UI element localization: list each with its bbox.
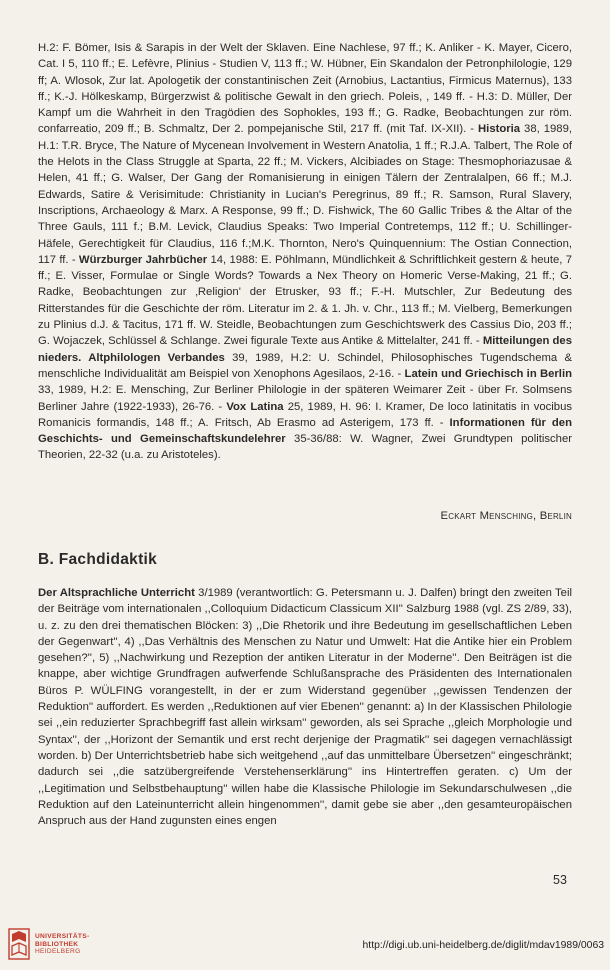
fachdidaktik-paragraph (38, 585, 572, 829)
journal-title-historia: Historia (478, 123, 521, 136)
text-run: 14, 1988: E. Pöhlmann, Mündlichkeit & Schriftlichkeit gestern & heute, 7 ff.; E. Visser, Formulae or Single Words? Towards a Nex Theory on Homeric Verse-Making, 21 ff.; G. Radke, Beobachtungen zur ‚Religion' der Etrusker, 93 ff.; F.-H. Mutschler, Zur Bedeutung des Ritterstandes für die Geschichte der röm. Literatur im 2. & 1. Jh. v. Chr., 113 ff.; M. Vielberg, Bemerkungen zu Plinius d.J. & Tacitus, 171 ff. W. Steidle, Beobachtungen zum Geschichtswerk des Cassius Dio, 203 ff.; G. Wojaczek, Schlüssel & Schlange. Zwei figurale Texte aus Antike & Mittelalter, 241 ff. - (38, 253, 572, 348)
text-run: 35-36/88: W. Wagner, Zwei Grundtypen politischer Theorien, 22-32 (u.a. zu Aristoteles). (38, 433, 573, 462)
library-crest-icon (8, 928, 30, 960)
text-run: 3/1989 (verantwortlich: G. Petersmann u. J. Dalfen) bringt den zweiten Teil der Beiträge vom internationalen ,,Colloquium Didacticum Classicum XII'' Salzburg 1988 (vgl. ZS 2/89, 33), u. z. zu den drei thematischen Blöcken: 3) ,,Die Rhetorik und ihre Bedeutung im gesellschaftlichen Leben der Gegenwart'', 4) ,,Das Verhältnis des Menschen zu Natur und Umwelt: Hat die Antike hier ein Problem gesehen?'', 5) ,,Nachwirkung und Rezeption der antiken Literatur in der Moderne''. Den Beiträgen ist die knappe, aber wichtige Grundfragen aufwerfende Schlußansprache des Präsidenten des Internationalen Büros P. WÜLFING vorangestellt, in der er zum Widerstand gegenüber ,,gewissen Tendenzen der Reduktion'' auffordert. Es werden ,,Reduktionen auf vier Ebenen'' genannt: a) In der Klassischen Philologie sei ,,ein reduzierter Sprachbegriff fast allein wirksam'' geworden, als sei Sprache ,,gleich Morphologie und Syntax'', der ,,Horizont der Semantik und erst recht derjenige der Pragmatik'' sei dagegen vernachlässigt worden. b) Der Unterrichtsbetrieb habe sich weitgehend ,,auf das unmittelbare Übersetzen'' eingeschränkt; dadurch sei ,,die satzübergreifende Verstehenserklärung'' ins Hintertreffen geraten. c) Um der ,,Legitimation und Selbstbehauptung'' willen habe die Klassische Philologie im Sekundarschulwesen ,,die Reduktion auf den Lateinunterricht allein hingenommen'', damit gebe sie aber ,,den gesamteuropäischen Anspruch aus der Hand zugunsten eines engen (38, 587, 572, 828)
signature-text: Eckart Mensching, Berlin (440, 510, 572, 522)
author-signature (38, 508, 572, 524)
text-run: H.2: F. Bömer, Isis & Sarapis in der Welt der Sklaven. Eine Nachlese, 97 ff.; K. Anliker - K. Mayer, Cicero, Cat. I 5, 110 ff.; E. Lefèvre, Plinius - Studien V, 113 ff.; W. Hübner, Ein Skandalon der Petronphilologie, 129 ff; A. Wlosok, Zur lat. Apologetik der constantinischen Zeit (Arnobius, Lactantius, Firmicus Maternus), 133 ff.; K.-J. Hölkeskamp, Bürgerzwist & politische Gewalt in den griech. Poleis, , 149 ff. - H.3: D. Müller, Der Kampf um die Wahrheit in den Tragödien des Sophokles, 193 ff.; G. Radke, Beobachtungen zur röm. confarreatio, 209 ff.; B. Schmaltz, Der 2. pompejanische Stil, 217 ff. (mit Taf. IX-XII). - (38, 42, 572, 136)
text-run: 39, 1989, H.2: U. Schindel, Philosophisches Tugendschema & menschliche Individualität am Beispiel von Xenophons Agesilaos, 2-16. - (38, 351, 572, 380)
digital-source-url[interactable]: http://digi.ub.uni-heidelberg.de/diglit/mdav1989/0063 (362, 940, 604, 951)
journal-title-vox-latina: Vox Latina (226, 400, 284, 413)
library-name-line-3: HEIDELBERG (35, 948, 81, 956)
library-logo[interactable] (8, 928, 128, 960)
journal-title-mitteilungen: Mitteilungen des nieders. Altphilologen Verbandes (38, 335, 573, 364)
bibliography-block (38, 40, 572, 464)
library-name-line-2: BIBLIOTHEK (35, 940, 79, 948)
page-number: 53 (553, 873, 567, 887)
text-run: 38, 1989, H.1: T.R. Bryce, The Nature of Mycenean Involvement in Western Anatolia, 1 ff.; R.J.A. Talbert, The Role of the Helots in the Class Struggle at Sparta, 22 ff.; M. Vickers, Alcibiades on Stage: Thesmophoriazusae & Helen, 41 ff.; G. Walser, Der Gang der Romanisierung in einigen Tälern der Zentralalpen, 66 ff.; M.J. Edwards, Satire & Verisimitude: Christianity in Lucian's Peregrinus, 89 ff.; R. Samson, Rural Slavery, Inscriptions, Archaeology & Marx. A Response, 99 ff.; D. Fishwick, The 60 Gallic Tribes & the Altar of the Three Gauls, 111 f.; B.M. Levick, Claudius Speaks: Two Imperial Contretemps, 112 ff.; U. Schillinger-Häfele, Gerechtigkeit für Claudius, 116 f.;M.K. Thornton, Nero's Quinquennium: The Ostian Connection, 117 ff. - (38, 123, 572, 266)
journal-title-informationen: Informationen für den Geschichts- und Gemeinschaftskundelehrer (38, 416, 572, 446)
bibliography-paragraph (38, 40, 572, 464)
library-name-line-1: UNIVERSITÄTS- (35, 933, 90, 940)
library-name (35, 933, 89, 956)
journal-title-wuerzburger: Würzburger Jahrbücher (78, 253, 208, 266)
journal-title-latein-griechisch: Latein und Griechisch in Berlin (404, 367, 572, 380)
text-run: 25, 1989, H. 96: I. Kramer, De loco latinitatis in vocibus Romanicis formandis, 148 ff.; A. Fritsch, Ab Erasmo ad Asterigem, 173 ff. - (38, 400, 573, 429)
text-run: 33, 1989, H.2: E. Mensching, Zur Berliner Philologie in der späteren Weimarer Zeit - über Fr. Solmsens Berliner Jahre (1922-1933), 26-76. - (38, 384, 572, 413)
journal-title-altsprachliche: Der Altsprachliche Unterricht (38, 587, 195, 599)
fachdidaktik-body (38, 585, 572, 829)
section-heading: B. Fachdidaktik (38, 551, 158, 568)
